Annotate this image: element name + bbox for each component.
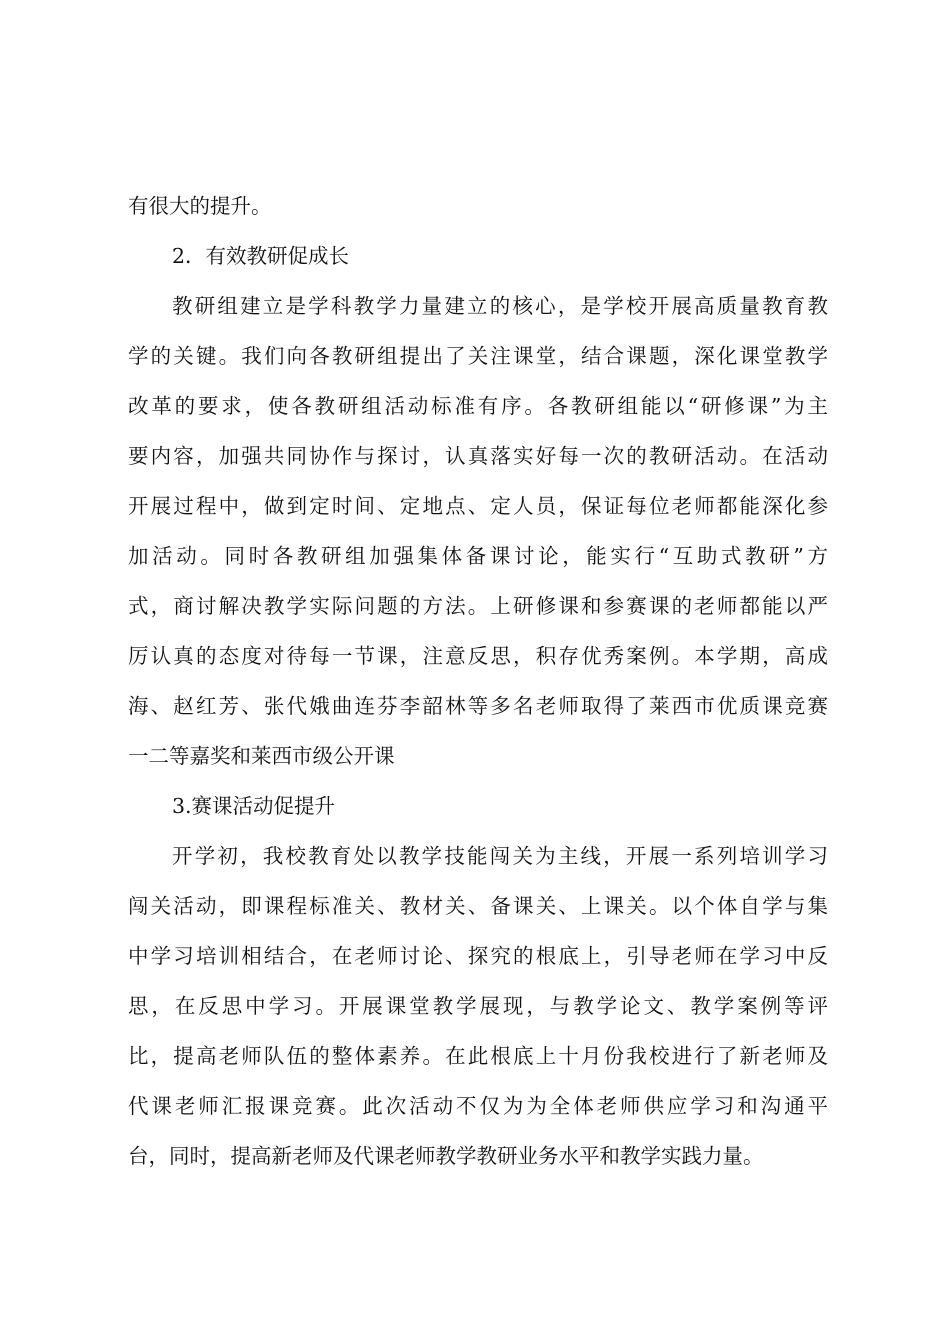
- paragraph-line: 海、赵红芳、张代娥曲连芬李韶林等多名老师取得了莱西市优质课竞赛: [128, 694, 828, 718]
- paragraph-line: 闯关活动，即课程标准关、教材关、备课关、上课关。以个体自学与集: [128, 894, 828, 918]
- paragraph-continuation-line: 有很大的提升。: [128, 194, 272, 218]
- section-heading-2: 2．有效教研促成长: [172, 244, 350, 268]
- paragraph-line: 式，商讨解决教学实际问题的方法。上研修课和参赛课的老师都能以严: [128, 594, 828, 618]
- paragraph-line: 中学习培训相结合，在老师讨论、探究的根底上，引导老师在学习中反: [128, 944, 828, 968]
- paragraph-line: 开展过程中，做到定时间、定地点、定人员，保证每位老师都能深化参: [128, 494, 828, 518]
- document-body: [128, 181, 828, 1181]
- paragraph-line: 台，同时，提高新老师及代课老师教学教研业务水平和教学实践力量。: [128, 1144, 764, 1168]
- paragraph-line: 代课老师汇报课竞赛。此次活动不仅为为全体老师供应学习和沟通平: [128, 1094, 828, 1118]
- paragraph-line: 要内容，加强共同协作与探讨，认真落实好每一次的教研活动。在活动: [128, 444, 828, 468]
- paragraph-line: 一二等嘉奖和莱西市级公开课: [128, 744, 395, 768]
- paragraph-line: 厉认真的态度对待每一节课，注意反思，积存优秀案例。本学期，高成: [128, 644, 828, 668]
- paragraph-line: 比，提高老师队伍的整体素养。在此根底上十月份我校进行了新老师及: [128, 1044, 828, 1068]
- paragraph-line: 学的关键。我们向各教研组提出了关注课堂，结合课题，深化课堂教学: [128, 344, 828, 368]
- section-heading-3: 3.赛课活动促提升: [172, 794, 336, 818]
- paragraph-line: 改革的要求，使各教研组活动标准有序。各教研组能以“研修课”为主: [128, 394, 828, 418]
- paragraph-line: 思，在反思中学习。开展课堂教学展现，与教学论文、教学案例等评: [128, 994, 828, 1018]
- paragraph-line: 开学初，我校教育处以教学技能闯关为主线，开展一系列培训学习: [172, 844, 828, 868]
- paragraph-line: 加活动。同时各教研组加强集体备课讨论，能实行“互助式教研”方: [128, 544, 828, 568]
- paragraph-line: 教研组建立是学科教学力量建立的核心，是学校开展高质量教育教: [172, 294, 828, 318]
